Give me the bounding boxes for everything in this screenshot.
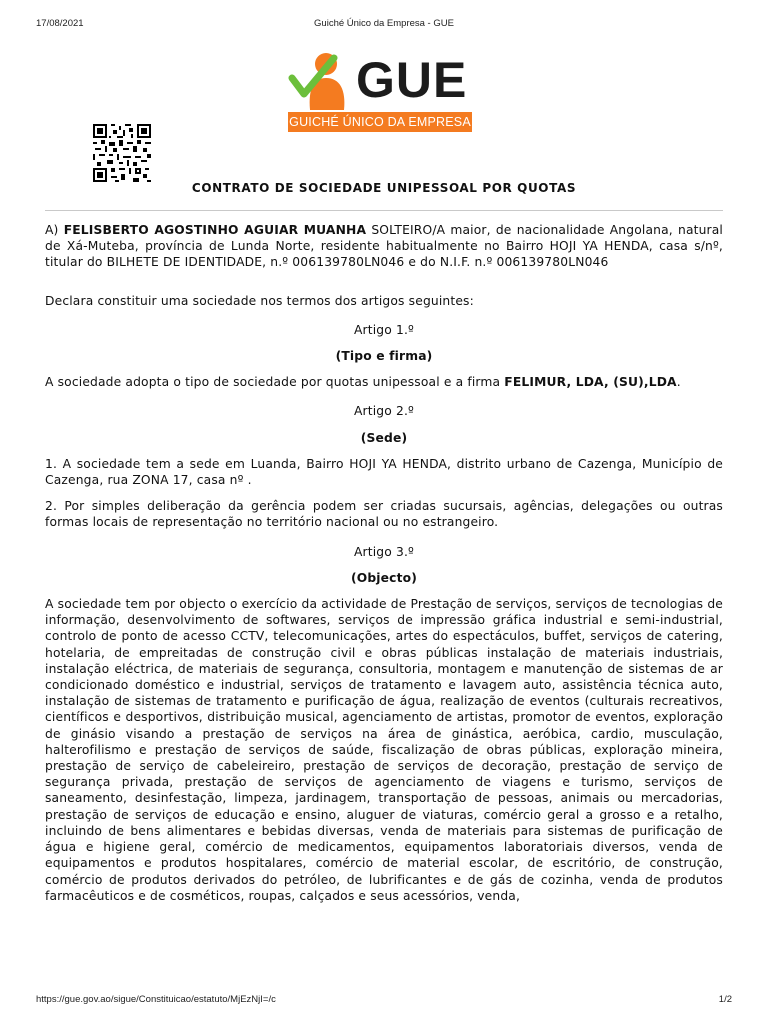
logo-wordmark: GUE — [356, 52, 468, 108]
article-1-body: A sociedade adopta o tipo de sociedade por quotas unipessoal e a firma — [45, 375, 501, 390]
title-divider — [45, 210, 723, 211]
party-name: FELISBERTO AGOSTINHO AGUIAR MUANHA — [63, 223, 367, 237]
party-details: SOLTEIRO/A maior, de nacionalidade Angolana, natural de Xá-Muteba, província de Lunda Norte, residente habitualmente no Bairro HOJI YA HENDA, casa s/nº, titular do BILHETE DE IDENTIDADE, n.º 006139780LN046 e do N.I.F. n.º 006139780LN046 — [45, 223, 724, 270]
print-footer — [0, 994, 768, 1008]
mascot-check-icon — [288, 50, 358, 112]
document-title: CONTRATO DE SOCIEDADE UNIPESSOAL POR QUOTAS — [191, 181, 577, 195]
qr-code-icon — [90, 124, 154, 182]
declaration-text: Declara constituir uma sociedade nos termos dos artigos seguintes: — [45, 293, 474, 308]
article-1-text — [45, 374, 723, 390]
party-prefix: A) — [45, 223, 59, 237]
page-url: https://gue.gov.ao/sigue/Constituicao/estatuto/MjEzNjI=/c — [36, 994, 276, 1005]
article-3-number: Artigo 3.º — [354, 544, 414, 559]
contract-body — [45, 222, 723, 904]
article-2-heading: (Sede) — [360, 430, 408, 445]
print-date: 17/08/2021 — [36, 18, 84, 29]
party-paragraph — [45, 222, 723, 271]
article-3-text: A sociedade tem por objecto o exercício da actividade de Prestação de serviços, serviços de tecnologias de informação, desenvolvimento de softwares, serviços de impressão gráfica industrial e semi-industrial, controlo de ponto de acesso CCTV, telecomunicações, artes do espectáculos, buffet, serviços de catering, hotelaria, de empreitadas de construção civil e obras públicas instalação de materiais industriais, instalação eléctrica, de materiais de segurança, consultoria, montagem e manutenção de sistemas de ar condicionado doméstico e industrial, serviços de tratamento e lavagem auto, assistência técnica auto, instalação de sistemas de tratamento e purificação de água, realização de eventos (culturais recreativos, científicos e desportivos, distribuição musical, agenciamento de artistas, promotor de eventos, exploração de ginásio visando a prestação de serviços na área de ginástica, aeróbica, cardio, musculação, halterofilismo e prestação de serviços de saúde, fiscalização de obras públicas, exploração mineira, prestação de serviço de cabeleireiro, prestação de serviços de decoração, prestação de serviço de segurança privada, prestação de serviços de agenciamento de viagens e turismo, serviços de saneamento, desinfestação, limpeza, jardinagem, transportação de pessoas, animais ou mercadorias, prestação de serviços de educação e ensino, aluguer de viaturas, comércio geral a grosso e a retalho, incluindo de bens alimentares e bebidas diversas, venda de materiais para sistemas de purificação de água e higiene geral, comércio de medicamentos, equipamentos laboratoriais diversos, venda de equipamentos e produtos hospitalares, comércio de material escolar, de escritório, de construção, comércio de produtos derivados do petróleo, de lubrificantes e de gás de cozinha, venda de produtos farmacêuticos e de cosméticos, roupas, calçados e seus acessórios, venda, — [45, 597, 723, 903]
firm-name: FELIMUR, LDA, (SU),LDA — [504, 375, 677, 390]
print-header — [0, 18, 768, 32]
article-1-heading: (Tipo e firma) — [335, 349, 433, 364]
article-1-end: . — [676, 375, 681, 390]
article-1-number: Artigo 1.º — [354, 322, 414, 337]
article-2-number: Artigo 2.º — [354, 404, 414, 419]
print-page-title: Guiché Único da Empresa - GUE — [314, 18, 454, 29]
page-number: 1/2 — [718, 994, 732, 1005]
article-2-paragraph-1: 1. A sociedade tem a sede em Luanda, Bairro HOJI YA HENDA, distrito urbano de Cazenga, Município de Cazenga, rua ZONA 17, casa nº . — [45, 456, 723, 488]
article-3-heading: (Objecto) — [350, 570, 418, 585]
logo-tagline: GUICHÉ ÚNICO DA EMPRESA — [288, 112, 472, 132]
gue-logo — [282, 50, 474, 136]
article-2-paragraph-2: 2. Por simples deliberação da gerência podem ser criadas sucursais, agências, delegações ou outras formas locais de representação no território nacional ou no estrangeiro. — [45, 499, 723, 530]
